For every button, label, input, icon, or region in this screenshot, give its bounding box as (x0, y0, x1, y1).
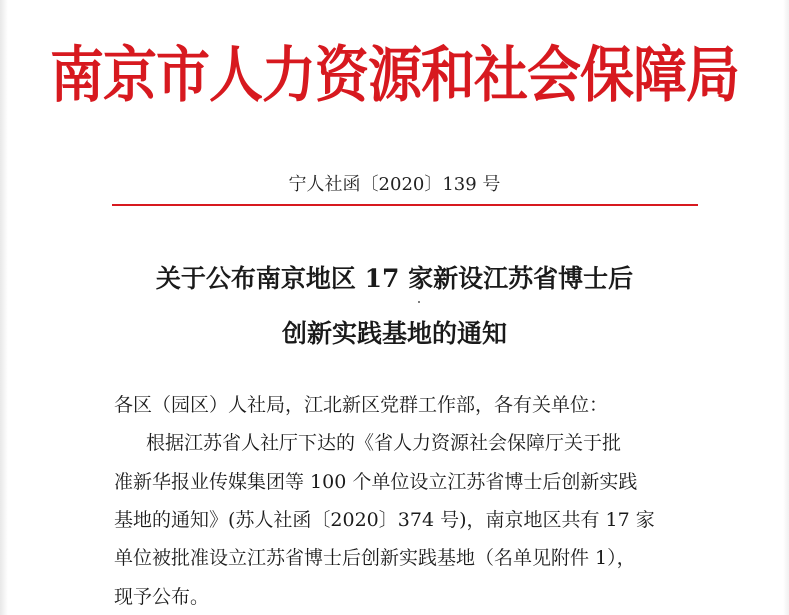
body-line: 基地的通知》(苏人社函〔2020〕374 号)，南京地区共有 17 家 (114, 509, 655, 531)
document-number: 宁人社函〔2020〕139 号 (288, 174, 501, 195)
body-line: 根据江苏省人社厅下达的《省人力资源社会保障厅关于批 (146, 432, 622, 454)
body-line: 单位被批准设立江苏省博士后创新实践基地（名单见附件 1）， (114, 547, 636, 569)
scan-speck (418, 301, 420, 303)
red-separator-line (112, 204, 698, 206)
body-line: 准新华报业传媒集团等 100 个单位设立江苏省博士后创新实践 (114, 471, 638, 493)
document-title-line-2: 创新实践基地的通知 (281, 319, 507, 348)
salutation: 各区（园区）人社局，江北新区党群工作部，各有关单位： (114, 394, 609, 416)
body-line: 现予公布。 (114, 586, 210, 608)
document-title-line-1: 关于公布南京地区 17 家新设江苏省博士后 (155, 264, 634, 293)
agency-letterhead: 南京市人力资源和社会保障局 (50, 38, 739, 111)
